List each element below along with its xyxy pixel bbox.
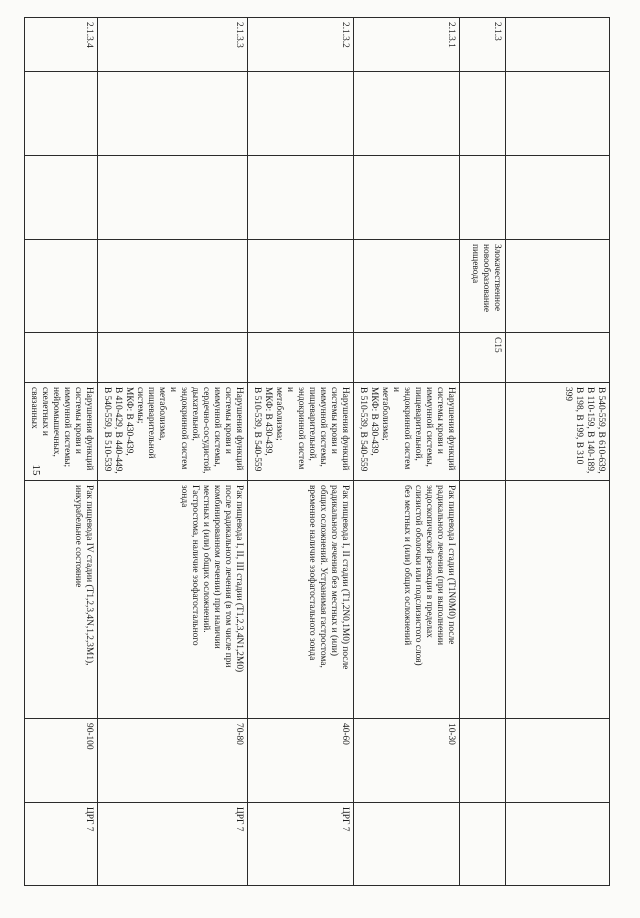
- table-row: [460, 18, 506, 886]
- category-cell: [354, 803, 460, 886]
- empty-cell: [506, 156, 610, 240]
- code-cell: 2.1.3.3: [98, 18, 248, 72]
- empty-cell: [248, 72, 354, 156]
- violations-cell: В 540-559, В 610-639, В 110-159, В 140-189, В 198, В 199, В 310 399: [506, 383, 610, 481]
- icd-cell: [506, 333, 610, 383]
- criteria-cell: [506, 481, 610, 719]
- code-cell: [506, 18, 610, 72]
- criteria-cell: Рак пищевода IV стадии (T1,2,3,4N,1,2,3M1), инкурабельное состояние: [25, 481, 98, 719]
- percent-cell: 10-30: [354, 719, 460, 803]
- disease-cell: [25, 240, 98, 333]
- criteria-cell: Рак пищевода I, II стадии (T1,2N0,1M0) после радикального лечения без местных и (или) общих осложнений. Устранимая гастростома, временное наличие эзофагостального зонда: [248, 481, 354, 719]
- empty-cell: [354, 72, 460, 156]
- empty-cell: [25, 72, 98, 156]
- percent-cell: 90-100: [25, 719, 98, 803]
- violations-cell: [460, 383, 506, 481]
- percent-cell: 70-80: [98, 719, 248, 803]
- empty-cell: [354, 156, 460, 240]
- icd-cell: [98, 333, 248, 383]
- disease-cell: [98, 240, 248, 333]
- empty-cell: [25, 156, 98, 240]
- criteria-cell: Рак пищевода I, II, III стадии (T1,2,3,4N1,2M0) после радикального лечения (в том числе при комбинированном лечении) при наличии местных и (или) общих осложнений. Гастростома, наличие эзофагостального зонда: [98, 481, 248, 719]
- table-row: [98, 18, 248, 886]
- table-frame: [29, 17, 610, 885]
- disease-cell: [248, 240, 354, 333]
- category-cell: [506, 803, 610, 886]
- code-cell: 2.1.3.4: [25, 18, 98, 72]
- category-cell: ЦРГ 7: [25, 803, 98, 886]
- percent-cell: [506, 719, 610, 803]
- category-cell: [460, 803, 506, 886]
- violations-cell: Нарушения функций системы крови и иммунной системы, пищеварительной, эндокринной систем и метаболизма; МКФ: В 430-439, В 510-539, В 540-559: [354, 383, 460, 481]
- table-row: [248, 18, 354, 886]
- violations-cell: Нарушения функций системы крови и иммунной системы; нейромышечных, скелетных и связанных: [25, 383, 98, 481]
- table-row: [354, 18, 460, 886]
- empty-cell: [460, 156, 506, 240]
- disease-cell: [354, 240, 460, 333]
- icd-cell: [354, 333, 460, 383]
- empty-cell: [98, 72, 248, 156]
- code-cell: 2.1.3.1: [354, 18, 460, 72]
- criteria-cell: [460, 481, 506, 719]
- disease-cell: [506, 240, 610, 333]
- empty-cell: [460, 72, 506, 156]
- violations-cell: Нарушения функций системы крови и иммунной системы, сердечно-сосудистой, дыхательной, эндокринной систем и метаболизма, пищеварительной системы; МКФ: В 430-439, В 410-429, В 440-449, В 540-559, В 510-539: [98, 383, 248, 481]
- code-cell: 2.1.3: [460, 18, 506, 72]
- criteria-cell: Рак пищевода I стадии (T1N0M0) после радикального лечения (при выполнении эндоскопической резекции в пределах слизистой оболочки или подслизистого слоя) без местных и (или) общих осложнений: [354, 481, 460, 719]
- empty-cell: [248, 156, 354, 240]
- table-row: [25, 18, 98, 886]
- disability-criteria-table: [24, 17, 610, 886]
- violations-cell: Нарушения функций системы крови и иммунной системы, пищеварительной, эндокринной систем и метаболизма; МКФ: В 430-439, В 510-539, В 540-559: [248, 383, 354, 481]
- icd-cell: [25, 333, 98, 383]
- icd-cell: С15: [460, 333, 506, 383]
- empty-cell: [98, 156, 248, 240]
- percent-cell: [460, 719, 506, 803]
- page-number: 15: [30, 464, 42, 476]
- rotated-page-area: [29, 17, 610, 885]
- icd-cell: [248, 333, 354, 383]
- code-cell: 2.1.3.2: [248, 18, 354, 72]
- category-cell: ЦРГ 7: [248, 803, 354, 886]
- empty-cell: [506, 72, 610, 156]
- category-cell: ЦРГ 7: [98, 803, 248, 886]
- percent-cell: 40-60: [248, 719, 354, 803]
- table-row: [506, 18, 610, 886]
- disease-cell: Злокачественное новообразование пищевода: [460, 240, 506, 333]
